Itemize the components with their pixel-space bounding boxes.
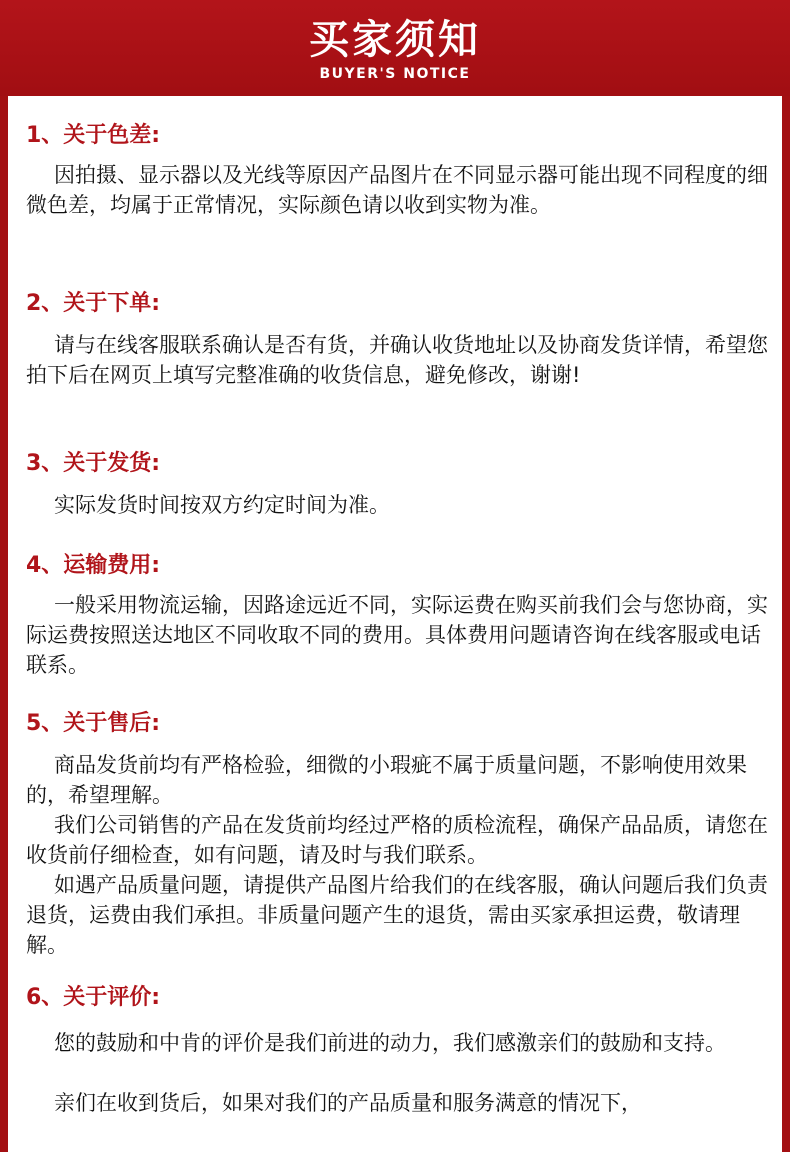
section-paragraph: 如遇产品质量问题，请提供产品图片给我们的在线客服，确认问题后我们负责退货，运费由我们承担。非质量问题产生的退货，需由买家承担运费，敬请理解。 [26,873,768,957]
section-paragraph: 商品发货前均有严格检验，细微的小瑕疵不属于质量问题，不影响使用效果的，希望理解。 [26,753,747,807]
page-subtitle: BUYER'S NOTICE [319,66,471,82]
section-paragraph: 因拍摄、显示器以及光线等原因产品图片在不同显示器可能出现不同程度的细微色差，均属于正常情况，实际颜色请以收到实物为准。 [26,163,768,217]
page-title: 买家须知 [309,17,481,63]
section-title-shipping-cost: 4、运输费用: [26,553,161,578]
section-title-color-difference: 1、关于色差: [26,123,161,148]
section-paragraph: 我们公司销售的产品在发货前均经过严格的质检流程，确保产品品质，请您在收货前仔细检查，如有问题，请及时与我们联系。 [26,813,768,867]
section-paragraph: 请与在线客服联系确认是否有货，并确认收货地址以及协商发货详情，希望您拍下后在网页上填写完整准确的收货信息，避免修改，谢谢! [26,333,768,387]
notice-header [0,0,790,96]
section-paragraph: 您的鼓励和中肯的评价是我们前进的动力，我们感激亲们的鼓励和支持。 [54,1031,726,1055]
section-title-reviews: 6、关于评价: [26,985,161,1010]
section-paragraph: 一般采用物流运输，因路途远近不同，实际运费在购买前我们会与您协商，实际运费按照送达地区不同收取不同的费用。具体费用问题请咨询在线客服或电话联系。 [26,593,768,677]
notice-body [8,96,782,1152]
section-title-shipping: 3、关于发货: [26,451,161,476]
section-title-ordering: 2、关于下单: [26,291,161,316]
section-title-after-sales: 5、关于售后: [26,711,161,736]
section-paragraph: 亲们在收到货后，如果对我们的产品质量和服务满意的情况下， [54,1091,642,1115]
section-paragraph: 实际发货时间按双方约定时间为准。 [54,493,390,517]
